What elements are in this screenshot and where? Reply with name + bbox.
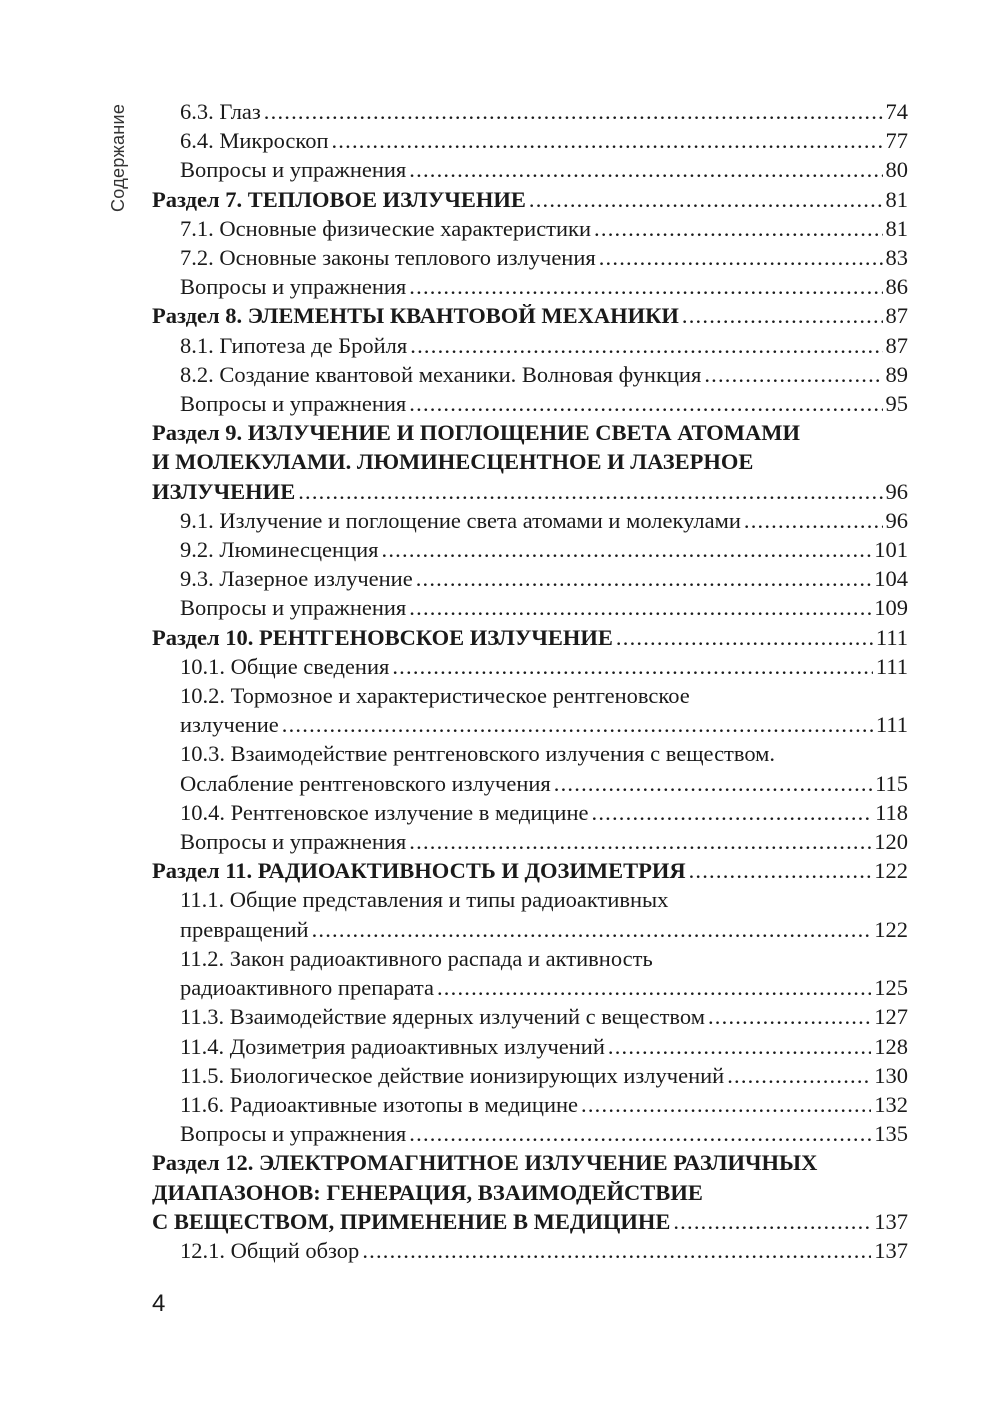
toc-entry-title: Вопросы и упражнения [180,274,407,300]
toc-dot-leader [410,331,882,360]
toc-page-number: 118 [875,799,908,825]
toc-subsection-entry [152,885,908,943]
toc-dot-leader [312,915,872,944]
toc-entry-line [152,185,908,214]
toc-subsection-entry [152,944,908,1002]
toc-entry-title: превращений [180,916,309,942]
toc-subsection-entry [152,214,908,243]
toc-entry-title: Раздел 9. ИЗЛУЧЕНИЕ И ПОГЛОЩЕНИЕ СВЕТА АТОМАМИ [152,420,800,446]
toc-page-number: 86 [885,274,908,300]
toc-subsection-entry [152,593,908,622]
toc-subsection-entry [152,1236,908,1265]
toc-page-number: 101 [874,537,908,563]
toc-entry-title: 12.1. Общий обзор [180,1237,360,1263]
page-number: 4 [152,1290,166,1317]
toc-subsection-entry [152,827,908,856]
toc-page-number: 77 [885,128,908,154]
toc-entry-title: И МОЛЕКУЛАМИ. ЛЮМИНЕСЦЕНТНОЕ И ЛАЗЕРНОЕ [152,449,754,475]
toc-dot-leader [554,769,872,798]
toc-subsection-entry [152,155,908,184]
toc-page-number: 135 [874,1121,908,1147]
toc-page-number: 127 [874,1004,908,1030]
toc-entry-title: 11.6. Радиоактивные изотопы в медицине [180,1091,579,1117]
toc-page-number: 128 [874,1033,908,1059]
toc-entry-line [180,1236,908,1265]
toc-entry-line [152,447,908,476]
toc-section-entry [152,1148,908,1236]
toc-page-number: 137 [874,1237,908,1263]
toc-subsection-entry [152,126,908,155]
toc-entry-line [180,1090,908,1119]
toc-entry-title: 9.3. Лазерное излучение [180,566,413,592]
running-header-side: Содержание [108,104,128,213]
toc-entry-title: ДИАПАЗОНОВ: ГЕНЕРАЦИЯ, ВЗАИМОДЕЙСТВИЕ [152,1179,703,1205]
toc-dot-leader [264,97,883,126]
toc-dot-leader [599,243,883,272]
toc-entry-line [180,243,908,272]
toc-entry-line [152,856,908,885]
toc-subsection-entry [152,535,908,564]
toc-entry-line [180,973,908,1002]
toc-entry-line [180,1061,908,1090]
toc-entry-line [180,769,908,798]
toc-entry-line [180,739,908,768]
toc-subsection-entry [152,739,908,797]
toc-entry-title: 6.3. Глаз [180,99,261,124]
toc-entry-line [180,652,908,681]
toc-section-entry [152,185,908,214]
toc-entry-title: 10.3. Взаимодействие рентгеновского излучения с веществом. [180,741,776,767]
toc-dot-leader [409,389,882,418]
toc-subsection-entry [152,564,908,593]
toc-dot-leader [608,1032,871,1061]
toc-entry-line [180,97,908,126]
toc-page-number: 122 [874,916,908,942]
toc-page-number: 83 [885,245,908,271]
toc-page-number: 81 [885,186,908,212]
toc-entry-line [180,944,908,973]
toc-dot-leader [282,710,873,739]
toc-entry-line [180,126,908,155]
toc-entry-title: Раздел 12. ЭЛЕКТРОМАГНИТНОЕ ИЗЛУЧЕНИЕ РАЗЛИЧНЫХ [152,1150,818,1176]
table-of-contents [152,97,908,1265]
toc-dot-leader [409,155,882,184]
toc-dot-leader [382,535,872,564]
toc-subsection-entry [152,506,908,535]
toc-entry-line [180,915,908,944]
toc-dot-leader [409,593,871,622]
toc-section-entry [152,856,908,885]
toc-entry-title: 8.1. Гипотеза де Бройля [180,332,408,358]
toc-dot-leader [704,360,882,389]
toc-entry-title: Вопросы и упражнения [180,391,407,417]
toc-entry-line [152,301,908,330]
toc-entry-title: 8.2. Создание квантовой механики. Волновая функция [180,361,702,387]
toc-dot-leader [708,1002,871,1031]
toc-entry-title: Ослабление рентгеновского излучения [180,770,551,796]
toc-page-number: 104 [874,566,908,592]
toc-page-number: 132 [874,1091,908,1117]
toc-page-number: 115 [875,770,908,796]
toc-entry-line [180,681,908,710]
toc-dot-leader [592,798,873,827]
toc-entry-title: 11.4. Дозиметрия радиоактивных излучений [180,1033,605,1059]
toc-subsection-entry [152,1032,908,1061]
toc-subsection-entry [152,1002,908,1031]
toc-page-number: 87 [885,303,908,329]
toc-entry-title: 11.2. Закон радиоактивного распада и активность [180,945,653,971]
toc-entry-title: 11.1. Общие представления и типы радиоактивных [180,887,669,913]
toc-entry-title: ИЗЛУЧЕНИЕ [152,478,296,504]
toc-entry-line [180,331,908,360]
toc-entry-line [180,1119,908,1148]
toc-entry-line [180,214,908,243]
toc-subsection-entry [152,681,908,739]
toc-subsection-entry [152,272,908,301]
toc-entry-title: Раздел 7. ТЕПЛОВОЕ ИЗЛУЧЕНИЕ [152,186,526,212]
toc-page-number: 81 [885,215,908,241]
toc-page-number: 74 [885,99,908,124]
toc-entry-line [152,623,908,652]
toc-entry-line [180,827,908,856]
toc-page-number: 137 [874,1208,908,1234]
toc-section-entry [152,623,908,652]
toc-subsection-entry [152,389,908,418]
toc-dot-leader [362,1236,871,1265]
toc-entry-title: 10.4. Рентгеновское излучение в медицине [180,799,589,825]
toc-entry-line [180,360,908,389]
toc-entry-title: 7.1. Основные физические характеристики [180,215,592,241]
toc-dot-leader [682,301,883,330]
toc-dot-leader [409,272,882,301]
toc-subsection-entry [152,97,908,126]
toc-entry-line [180,710,908,739]
toc-page-number: 80 [885,157,908,183]
toc-entry-line [152,418,908,447]
toc-subsection-entry [152,798,908,827]
toc-page-number: 120 [874,829,908,855]
toc-page-number: 111 [875,653,908,679]
toc-entry-line [180,389,908,418]
toc-page-number: 122 [874,858,908,884]
toc-subsection-entry [152,652,908,681]
toc-entry-title: излучение [180,712,279,738]
toc-dot-leader [416,564,872,593]
toc-entry-title: 9.2. Люминесценция [180,537,379,563]
toc-dot-leader [673,1207,871,1236]
toc-entry-title: 10.1. Общие сведения [180,653,390,679]
toc-entry-line [180,272,908,301]
toc-dot-leader [437,973,871,1002]
toc-dot-leader [529,185,883,214]
toc-page-number: 125 [874,975,908,1001]
toc-entry-line [180,798,908,827]
toc-entry-title: С ВЕЩЕСТВОМ, ПРИМЕНЕНИЕ В МЕДИЦИНЕ [152,1208,671,1234]
toc-entry-title: Раздел 11. РАДИОАКТИВНОСТЬ И ДОЗИМЕТРИЯ [152,858,686,884]
toc-page-number: 87 [885,332,908,358]
toc-dot-leader [298,477,882,506]
toc-page-number: 109 [874,595,908,621]
toc-entry-line [152,1178,908,1207]
toc-subsection-entry [152,1119,908,1148]
toc-page-number: 111 [875,712,908,738]
toc-page-number: 111 [875,624,908,650]
toc-subsection-entry [152,1090,908,1119]
toc-entry-title: 11.3. Взаимодействие ядерных излучений с веществом [180,1004,705,1030]
toc-entry-title: Раздел 10. РЕНТГЕНОВСКОЕ ИЗЛУЧЕНИЕ [152,624,613,650]
toc-entry-line [180,1002,908,1031]
toc-dot-leader [744,506,883,535]
toc-dot-leader [689,856,872,885]
toc-entry-title: Раздел 8. ЭЛЕМЕНТЫ КВАНТОВОЙ МЕХАНИКИ [152,303,679,329]
toc-entry-title: 6.4. Микроскоп [180,128,329,154]
toc-subsection-entry [152,331,908,360]
toc-section-entry [152,418,908,506]
toc-entry-title: радиоактивного препарата [180,975,434,1001]
toc-page-number: 130 [874,1062,908,1088]
toc-subsection-entry [152,360,908,389]
toc-dot-leader [727,1061,871,1090]
toc-entry-line [180,564,908,593]
toc-section-entry [152,301,908,330]
toc-entry-title: 9.1. Излучение и поглощение света атомами и молекулами [180,507,741,533]
toc-entry-line [180,506,908,535]
toc-entry-title: Вопросы и упражнения [180,157,407,183]
toc-dot-leader [392,652,873,681]
toc-entry-title: Вопросы и упражнения [180,829,407,855]
toc-entry-line [152,1148,908,1177]
toc-dot-leader [331,126,882,155]
toc-entry-line [180,535,908,564]
toc-entry-title: 10.2. Тормозное и характеристическое рентгеновское [180,683,690,709]
toc-dot-leader [409,827,871,856]
toc-dot-leader [594,214,882,243]
toc-entry-line [180,885,908,914]
toc-entry-line [152,1207,908,1236]
toc-entry-title: Вопросы и упражнения [180,595,407,621]
toc-entry-line [180,155,908,184]
toc-entry-line [180,593,908,622]
toc-entry-title: Вопросы и упражнения [180,1121,407,1147]
toc-entry-line [180,1032,908,1061]
toc-dot-leader [616,623,873,652]
toc-dot-leader [581,1090,871,1119]
toc-page-number: 96 [885,478,908,504]
toc-page-number: 96 [885,507,908,533]
toc-entry-title: 11.5. Биологическое действие ионизирующих излучений [180,1062,725,1088]
toc-page-number: 89 [885,361,908,387]
toc-page-number: 95 [885,391,908,417]
toc-subsection-entry [152,243,908,272]
toc-entry-line [152,477,908,506]
toc-entry-title: 7.2. Основные законы теплового излучения [180,245,596,271]
toc-dot-leader [409,1119,871,1148]
toc-subsection-entry [152,1061,908,1090]
